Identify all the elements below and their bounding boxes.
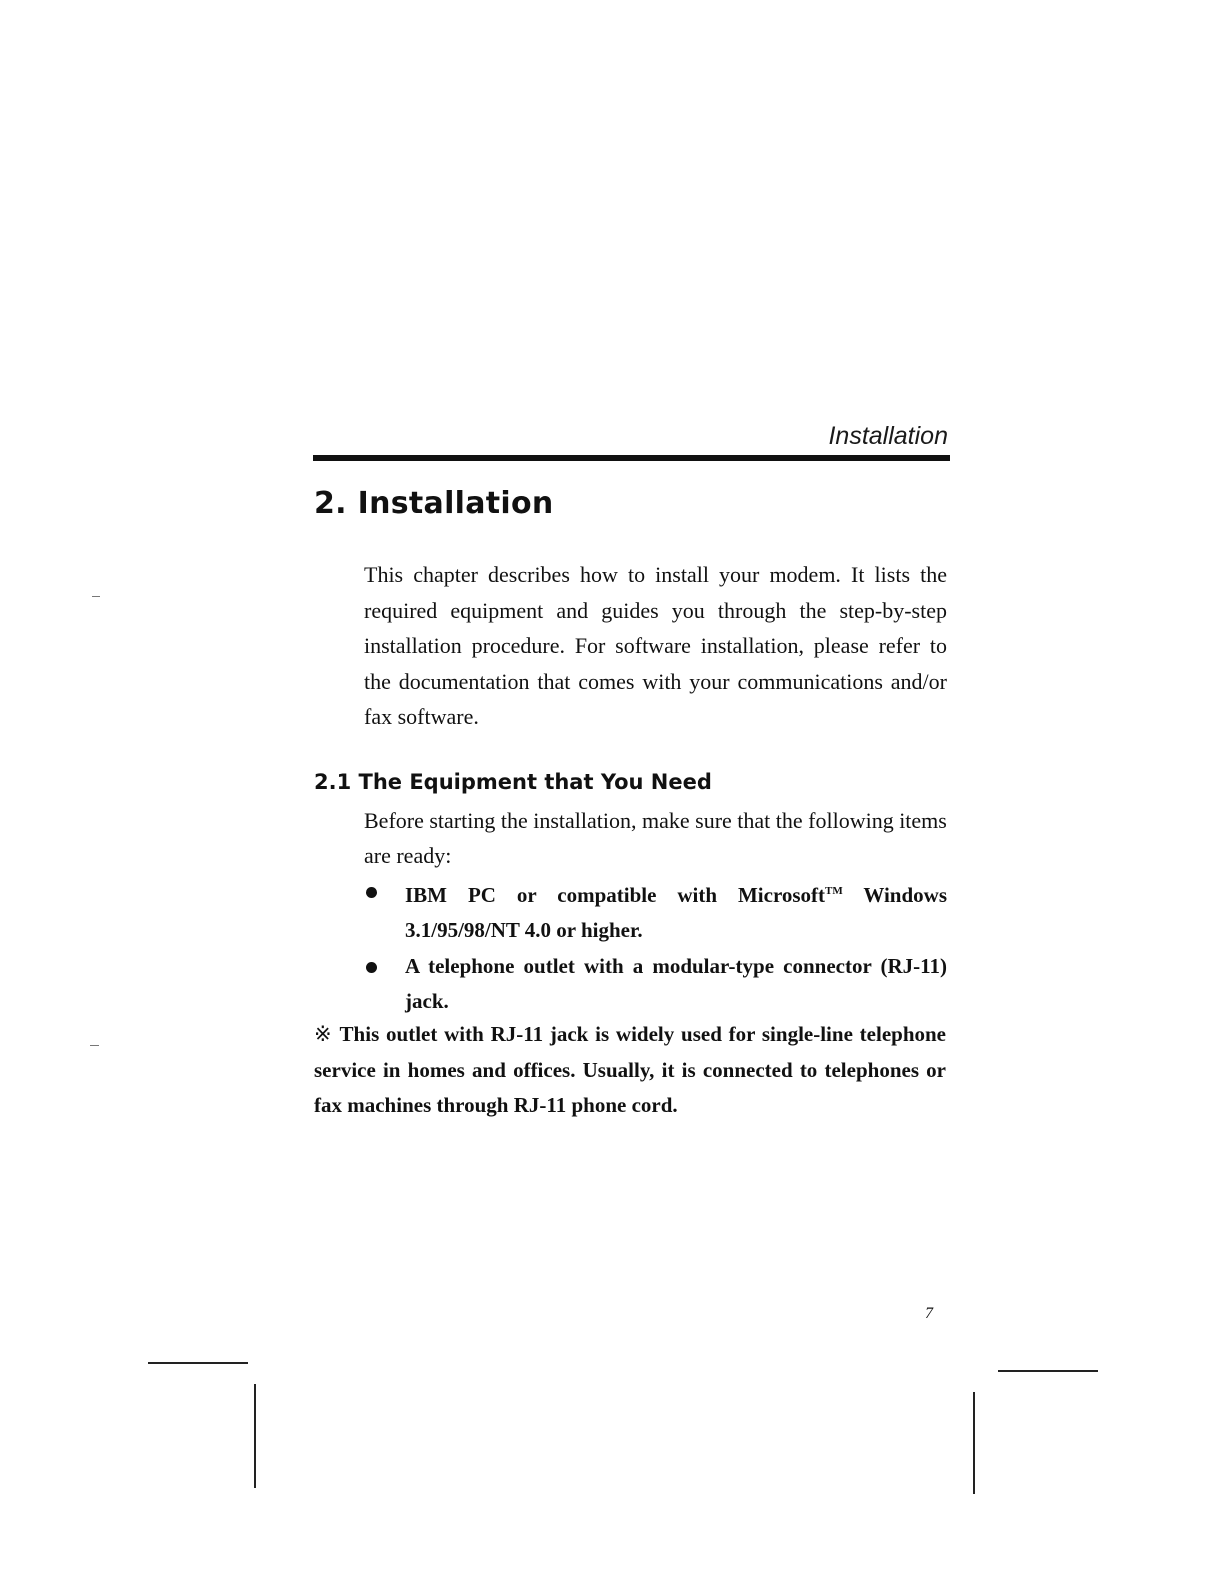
- crop-mark: [998, 1370, 1098, 1372]
- running-head: Installation: [828, 422, 948, 450]
- header-rule: [313, 455, 950, 461]
- scan-speck: [90, 1045, 99, 1046]
- page-number: 7: [925, 1305, 933, 1322]
- chapter-title: 2. Installation: [314, 486, 554, 521]
- note-paragraph: [314, 1017, 946, 1124]
- note-symbol-icon: ※: [314, 1022, 334, 1046]
- trademark-mark: TM: [825, 885, 843, 897]
- section-intro: Before starting the installation, make sure that the following items are ready:: [364, 808, 947, 868]
- item-text-part: Windows 3.1/95/98/NT 4.0 or higher.: [405, 883, 947, 942]
- item-text: A telephone outlet with a modular-type connector (RJ-11) jack.: [405, 954, 947, 1013]
- item-text-part: IBM PC or compatible with Microsoft: [405, 883, 826, 907]
- list-item: [364, 874, 947, 948]
- bullet-icon: [366, 887, 377, 898]
- scan-speck: [92, 596, 100, 597]
- crop-mark: [973, 1392, 975, 1494]
- crop-mark: [148, 1362, 248, 1364]
- note-text: This outlet with RJ-11 jack is widely used for single-line telephone service in homes and offices. Usually, it is connected to telephones or fax machines through RJ-11 phone cord.: [314, 1022, 946, 1117]
- crop-mark: [254, 1384, 256, 1488]
- section-title: 2.1 The Equipment that You Need: [314, 770, 712, 794]
- list-item: [364, 949, 947, 1019]
- requirements-list: [364, 874, 947, 1020]
- chapter-intro: This chapter describes how to install your modem. It lists the required equipment and guides you through the step-by-step installation procedure. For software installation, please refer to the documentation that comes with your communications and/or fax software.: [364, 562, 947, 729]
- bullet-icon: [366, 962, 377, 973]
